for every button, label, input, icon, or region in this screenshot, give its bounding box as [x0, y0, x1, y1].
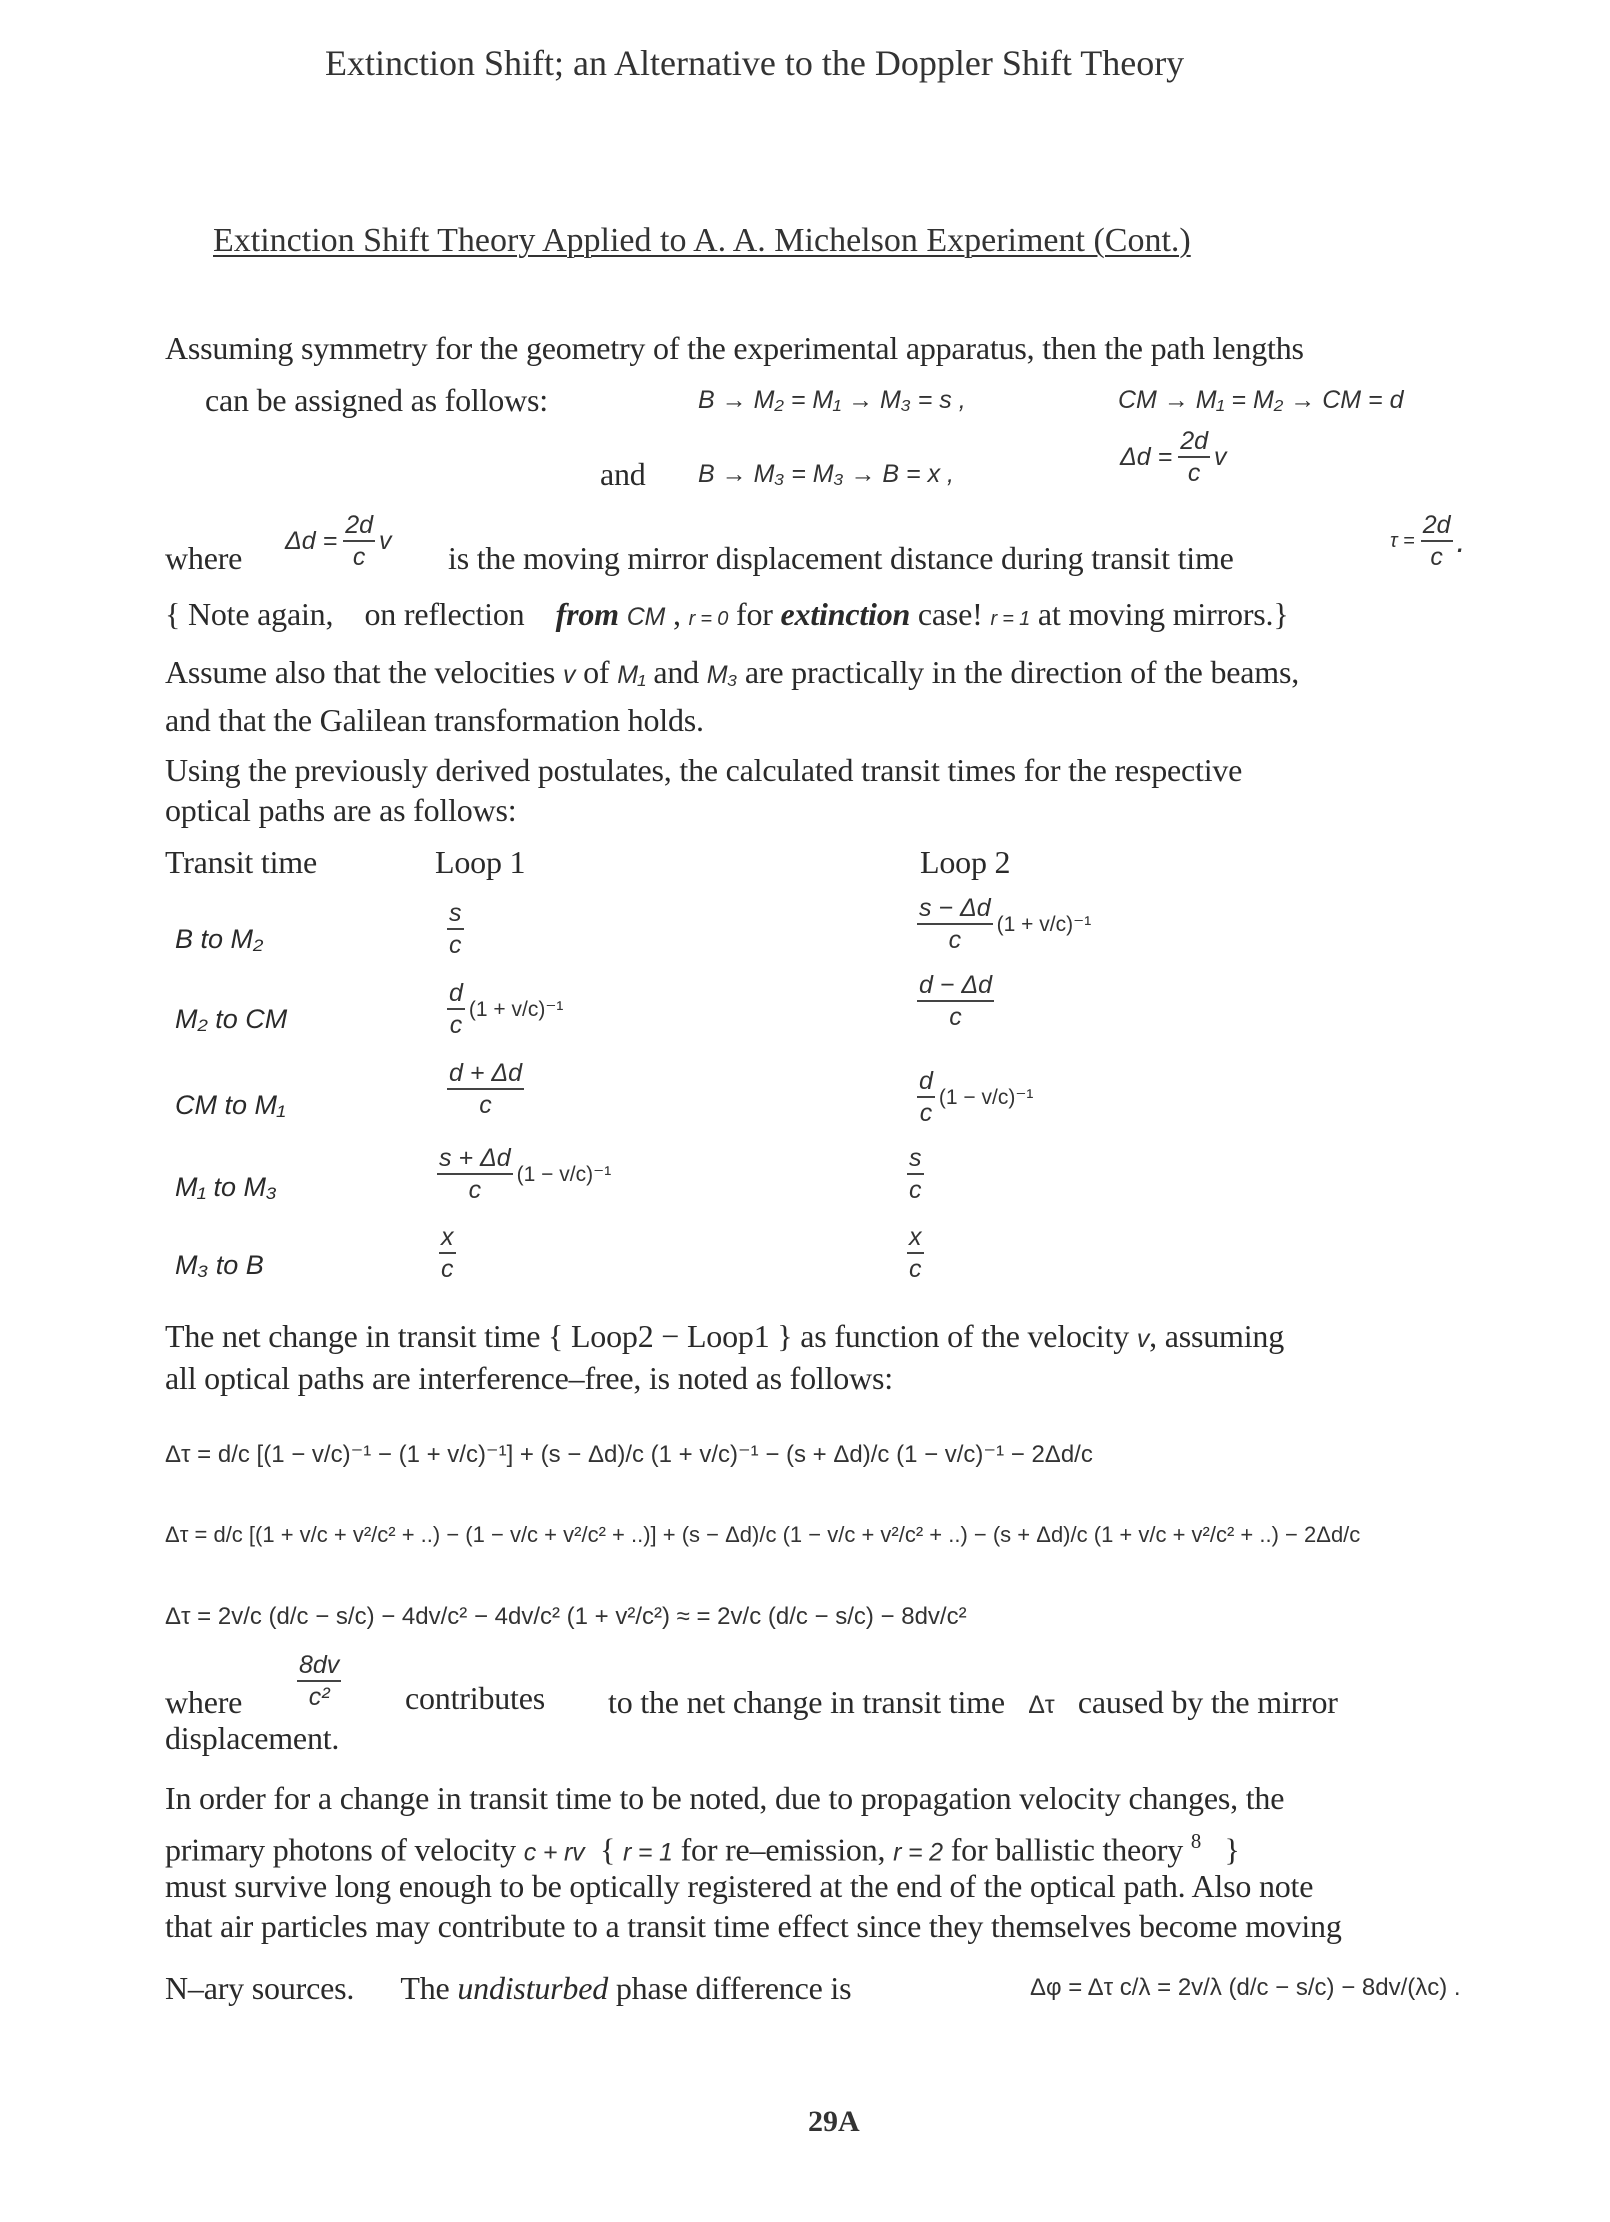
row-label-cm-to-m1: CM to M₁ [175, 1090, 286, 1120]
assume-line-1: Assume also that the velocities v of M₁ and M₃ are practically in the direction of the beams, [165, 654, 1300, 690]
equation-3: Δτ = 2v/c (d/c − s/c) − 4dv/c² − 4dv/c² (1 + v²/c²) ≈ = 2v/c (d/c − s/c) − 8dv/c² [165, 1603, 967, 1630]
path-assignment-1: B → M₂ = M₁ → M₃ = s , [698, 386, 966, 414]
loop1-m1-to-m3: $\frac{s + \Delta d}{c}$ (1 − v/c)⁻¹ [439, 1144, 612, 1205]
final-line-3: must survive long enough to be optically registered at the end of the optical path. Also note [165, 1868, 1314, 1904]
loop1-m3-to-b [437, 1224, 460, 1283]
loop1-m2-to-cm: $\frac{d}{c}$ (1 + v/c)⁻¹ [449, 979, 564, 1040]
contrib-text: to the net change in transit time Δτ caused by the mirror [608, 1684, 1338, 1720]
path-assignment-3: B → M₃ = M₃ → B = x , [698, 460, 954, 488]
fraction: $\frac{s + \Delta d}{c}$ [439, 1144, 511, 1205]
fraction: $\frac{2d}{c}$ [1180, 427, 1209, 488]
loop2-cm-to-m1: $\frac{d}{c}$ (1 − v/c)⁻¹ [919, 1067, 1034, 1128]
assume-line-2: and that the Galilean transformation holds. [165, 702, 704, 738]
net-change-line-1: The net change in transit time { Loop2 − Loop1 } as function of the velocity v, assuming [165, 1318, 1285, 1354]
fraction: $\frac{d}{c}$ [919, 1067, 933, 1128]
column-header-transit-time: Transit time [165, 844, 317, 880]
phase-difference-equation: Δφ = Δτ c/λ = 2v/λ (d/c − s/c) − 8dv/(λc) . [1030, 1974, 1461, 2001]
row-label-m1-to-m3: M₁ to M₃ [175, 1172, 277, 1202]
contrib-where: where [165, 1684, 243, 1720]
loop1-b-to-m2 [445, 900, 468, 959]
tau-expression: τ = $\frac{2d}{c}$ . [1390, 511, 1466, 572]
final-line-1: In order for a change in transit time to be noted, due to propagation velocity changes, the [165, 1780, 1285, 1816]
loop2-m1-to-m3 [905, 1145, 928, 1204]
fraction: $\frac{x}{c}$ [441, 1223, 454, 1284]
row-label-b-to-m2: B to M₂ [175, 924, 264, 954]
equation-1: Δτ = d/c [(1 − v/c)⁻¹ − (1 + v/c)⁻¹] + (s − Δd)/c (1 + v/c)⁻¹ − (s + Δd)/c (1 − v/c)⁻¹ − 2Δd/c [165, 1441, 1093, 1468]
fraction: $\frac{d}{c}$ [449, 979, 463, 1040]
loop2-m3-to-b [905, 1224, 928, 1283]
net-change-line-2: all optical paths are interference–free, is noted as follows: [165, 1360, 893, 1396]
row-label-m3-to-b: M₃ to B [175, 1250, 264, 1280]
fraction: $\frac{2d}{c}$ [1422, 511, 1451, 572]
column-header-loop-2: Loop 2 [920, 844, 1011, 880]
fraction: $\frac{s}{c}$ [449, 899, 462, 960]
delta-d-expression: Δd = $\frac{2d}{c}$ v [285, 511, 392, 572]
fraction: $\frac{8dv}{\text{c²}}$ [299, 1651, 340, 1712]
fraction: $\frac{d + \Delta d}{c}$ [449, 1059, 523, 1120]
final-line-5: N–ary sources. The undisturbed phase difference is [165, 1970, 852, 2006]
intro-line-1: Assuming symmetry for the geometry of the experimental apparatus, then the path lengths [165, 330, 1304, 366]
final-line-4: that air particles may contribute to a transit time effect since they themselves become moving [165, 1908, 1342, 1944]
loop1-cm-to-m1 [445, 1060, 528, 1119]
note-line: { Note again, on reflection from CM , r = 0 for extinction case! r = 1 at moving mirrors.} [165, 596, 1289, 632]
fraction: $\frac{s}{c}$ [909, 1144, 922, 1205]
equation-2: Δτ = d/c [(1 + v/c + v²/c² + ..) − (1 − v/c + v²/c² + ..)] + (s − Δd)/c (1 − v/c + v²/c² + ..) − (s + Δd)/c (1 + v/c + v²/c² + ..) − 2Δd/c [165, 1522, 1361, 1547]
running-title: Extinction Shift; an Alternative to the Doppler Shift Theory [325, 43, 1185, 83]
where-label: where [165, 540, 243, 576]
section-heading: Extinction Shift Theory Applied to A. A. Michelson Experiment (Cont.) [213, 222, 1191, 259]
loop2-b-to-m2: $\frac{s - \Delta d}{c}$ (1 + v/c)⁻¹ [919, 894, 1092, 955]
contrib-contributes: contributes [405, 1680, 545, 1716]
delta-d-definition: Δd = $\frac{2d}{c}$ v [1120, 427, 1227, 488]
row-label-m2-to-cm: M₂ to CM [175, 1004, 288, 1034]
contrib-fraction [295, 1652, 345, 1711]
where-text: is the moving mirror displacement distance during transit time [448, 540, 1234, 576]
fraction: $\frac{s - \Delta d}{c}$ [919, 894, 991, 955]
fraction: $\frac{2d}{c}$ [345, 511, 374, 572]
using-line-1: Using the previously derived postulates, the calculated transit times for the respective [165, 752, 1243, 788]
column-header-loop-1: Loop 1 [435, 844, 526, 880]
final-line-2: primary photons of velocity c + rv { r = 1 for re–emission, r = 2 for ballistic theory $^8$ } [165, 1830, 1240, 1868]
contrib-line-2: displacement. [165, 1720, 340, 1756]
intro-line-2: can be assigned as follows: [205, 382, 548, 418]
fraction: $\frac{d - \Delta d}{c}$ [919, 971, 993, 1032]
page-number: 29A [808, 2105, 860, 2138]
fraction: $\frac{x}{c}$ [909, 1223, 922, 1284]
intro-and: and [600, 456, 646, 492]
loop2-m2-to-cm [915, 972, 998, 1031]
using-line-2: optical paths are as follows: [165, 792, 517, 828]
path-assignment-2: CM → M₁ = M₂ → CM = d [1118, 386, 1404, 414]
